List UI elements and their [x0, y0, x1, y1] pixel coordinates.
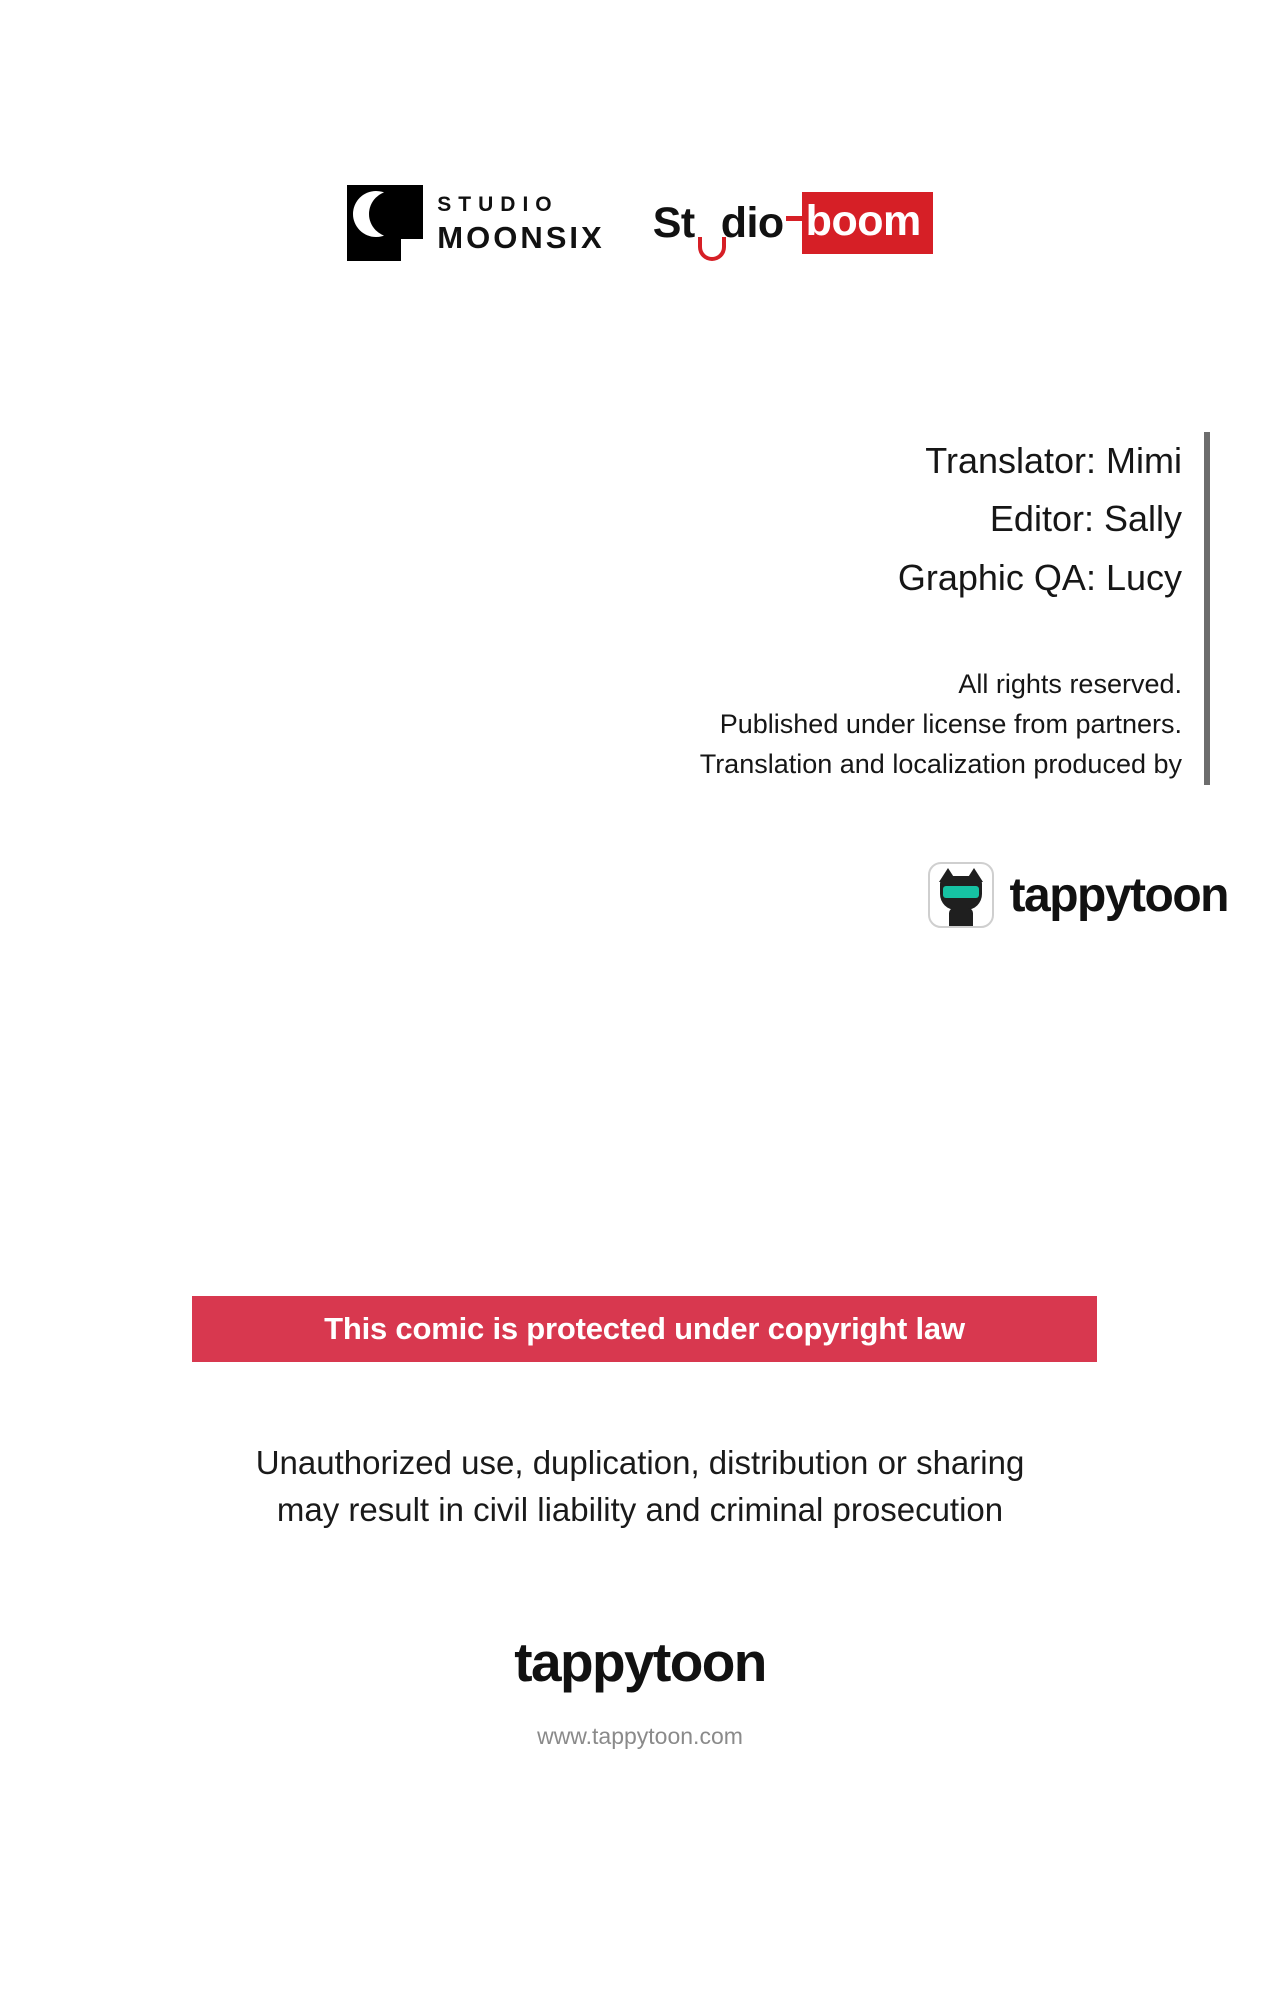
credit-graphic-qa: Graphic QA: Lucy	[897, 556, 1182, 598]
credit-editor: Editor: Sally	[989, 498, 1182, 540]
rights-block	[590, 665, 1182, 785]
moonsix-name-label: MOONSIX	[437, 219, 605, 255]
tappytoon-wordmark-footer: tappytoon	[514, 1631, 766, 1693]
footer-logo	[0, 1630, 1280, 1694]
rights-line-2: Published under license from partners.	[719, 708, 1182, 739]
studio-moonsix-logo	[347, 185, 604, 261]
credits-block	[590, 432, 1210, 785]
moonsix-studio-label: STUDIO	[437, 192, 559, 216]
usage-notice-line-2: may result in civil liability and criminal prosecution	[276, 1490, 1004, 1528]
boom-prefix: St	[652, 198, 695, 247]
rights-line-3: Translation and localization produced by	[699, 748, 1182, 779]
rights-line-1: All rights reserved.	[958, 668, 1182, 699]
boom-middle: dio	[720, 198, 784, 247]
studio-logos-row	[0, 185, 1280, 261]
footer-website-url: www.tappytoon.com	[537, 1723, 743, 1749]
smile-cup-icon	[698, 237, 726, 261]
tappytoon-cat-icon	[928, 862, 994, 928]
tappytoon-logo-credits	[928, 862, 1228, 928]
studio-boom-logo	[653, 192, 933, 254]
tappytoon-wordmark-credits: tappytoon	[1009, 868, 1228, 922]
moonsix-mark-icon	[347, 185, 423, 261]
copyright-banner-text: This comic is protected under copyright law	[324, 1311, 965, 1346]
credit-translator: Translator: Mimi	[925, 440, 1182, 481]
usage-notice	[0, 1440, 1280, 1534]
moonsix-wordmark	[437, 194, 604, 253]
boom-boxed-label: boom	[802, 192, 933, 254]
usage-notice-line-1: Unauthorized use, duplication, distribution or sharing	[255, 1444, 1025, 1481]
copyright-banner	[192, 1296, 1097, 1362]
